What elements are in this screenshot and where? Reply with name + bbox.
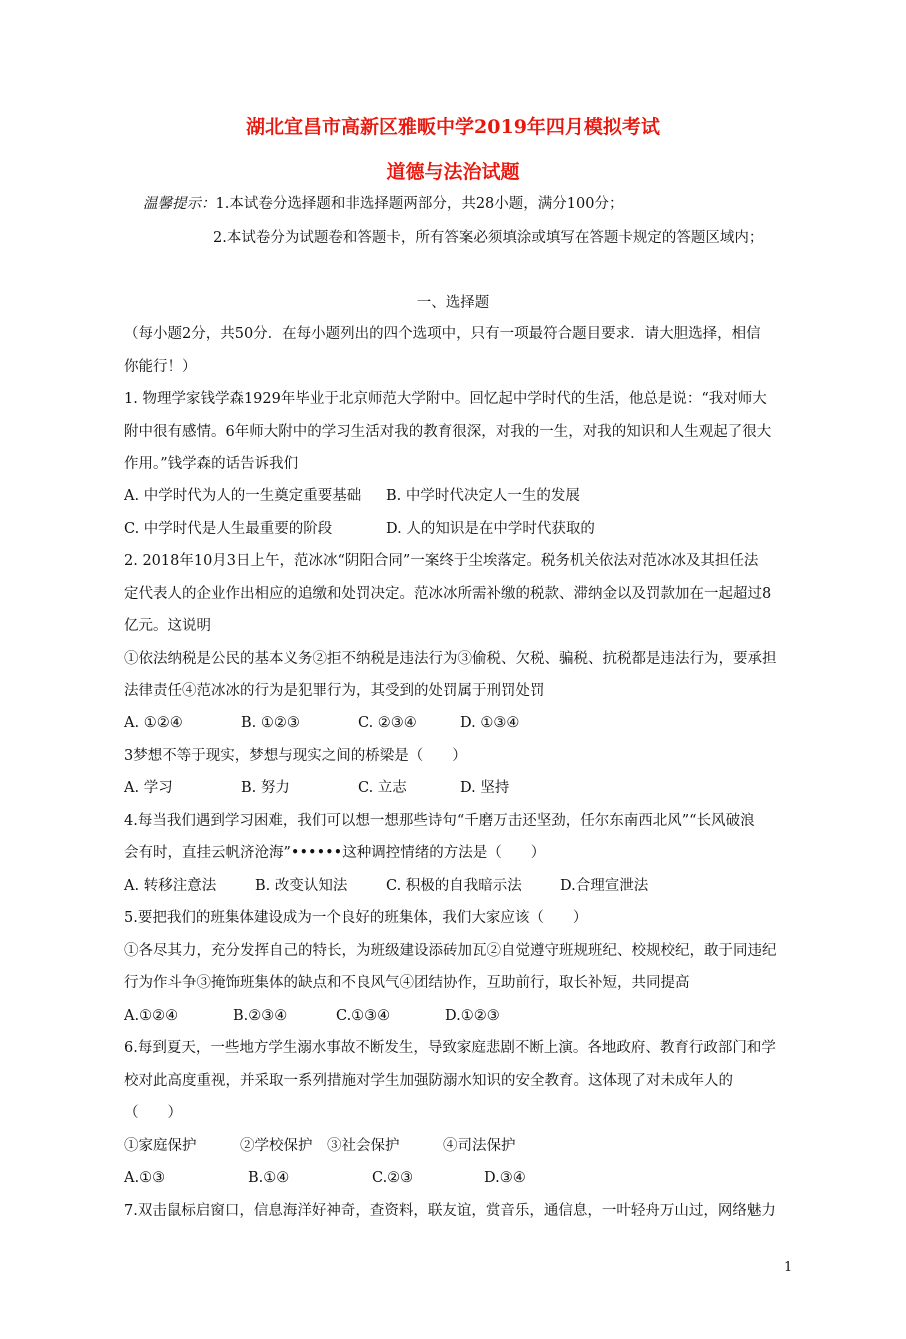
q6-line-4: ①家庭保护 ②学校保护 ③社会保护 ④司法保护 (124, 1138, 516, 1154)
q6-option-b: B.①④ (248, 1170, 290, 1186)
notice-text-1: 1.本试卷分选择题和非选择题两部分，共28小题，满分100分； (215, 196, 624, 212)
q1-option-a: A. 中学时代为人的一生奠定重要基础 (124, 488, 362, 504)
q3-options (124, 778, 509, 798)
q3-option-d: D. 坚持 (460, 780, 510, 796)
q1-options-row-2 (124, 519, 595, 539)
q1-line-2: 附中很有感情。6年师大附中的学习生活对我的教育很深，对我的一生，对我的知识和人生观起了很大 (124, 424, 772, 440)
notice-label: 温馨提示： (143, 196, 216, 212)
q6-line-2: 校对此高度重视，并采取一系列措施对学生加强防溺水知识的安全教育。这体现了对未成年人的 (124, 1073, 733, 1089)
q4-options (124, 876, 648, 896)
section-heading: 一、选择题 (416, 295, 490, 311)
q5-option-b: B.②③④ (233, 1008, 288, 1024)
q6-option-d: D.③④ (484, 1170, 526, 1186)
q1-options-row-1 (124, 486, 580, 506)
q4-option-a: A. 转移注意法 (124, 878, 217, 894)
q4-line-2: 会有时，直挂云帆济沧海”••••••这种调控情绪的方法是（ ） (124, 845, 546, 861)
exam-subtitle: 道德与法治试题 (386, 161, 520, 183)
q1-line-3: 作用。”钱学森的话告诉我们 (124, 456, 299, 472)
q5-line-2: ①各尽其力，充分发挥自己的特长，为班级建设添砖加瓦②自觉遵守班规班纪、校规校纪，敢于同违纪 (124, 943, 777, 959)
q6-line-1: 6.每到夏天，一些地方学生溺水事故不断发生，导致家庭悲剧不断上演。各地政府、教育行政部门和学 (124, 1040, 776, 1056)
notice-line-1 (143, 194, 623, 214)
q1-option-d: D. 人的知识是在中学时代获取的 (386, 521, 595, 537)
q2-line-5: 法律责任④范冰冰的行为是犯罪行为，其受到的处罚属于刑罚处罚 (124, 683, 545, 699)
q1-option-c: C. 中学时代是人生最重要的阶段 (124, 521, 333, 537)
q5-options (124, 1006, 500, 1026)
q5-line-3: 行为作斗争③掩饰班集体的缺点和不良风气④团结协作，互助前行，取长补短，共同提高 (124, 975, 690, 991)
q5-option-d: D.①②③ (445, 1008, 500, 1024)
q2-line-4: ①依法纳税是公民的基本义务②拒不纳税是违法行为③偷税、欠税、骗税、抗税都是违法行为，要承担 (124, 651, 777, 667)
q5-option-a: A.①②④ (124, 1008, 179, 1024)
q5-option-c: C.①③④ (336, 1008, 391, 1024)
q6-line-3: （ ） (124, 1105, 182, 1121)
q6-option-a: A.①③ (124, 1170, 166, 1186)
q3-option-c: C. 立志 (358, 780, 407, 796)
section-instruction-2: 你能行！） (124, 359, 197, 375)
q4-option-b: B. 改变认知法 (255, 878, 348, 894)
q4-option-d: D.合理宣泄法 (560, 878, 649, 894)
q2-line-1: 2. 2018年10月3日上午，范冰冰“阴阳合同”一案终于尘埃落定。税务机关依法对范冰冰及其担任法 (124, 553, 759, 569)
exam-title: 湖北宜昌市高新区雅畈中学2019年四月模拟考试 (246, 116, 660, 138)
q3-option-a: A. 学习 (124, 780, 173, 796)
q6-option-c: C.②③ (372, 1170, 414, 1186)
notice-line-2: 2.本试卷分为试题卷和答题卡，所有答案必须填涂或填写在答题卡规定的答题区域内； (213, 230, 764, 246)
q2-option-d: D. ①③④ (460, 715, 520, 731)
q1-option-b: B. 中学时代决定人一生的发展 (386, 488, 580, 504)
q1-line-1: 1. 物理学家钱学森1929年毕业于北京师范大学附中。回忆起中学时代的生活，他总是说：“我对师大 (124, 391, 767, 407)
q2-options (124, 713, 519, 733)
q4-line-1: 4.每当我们遇到学习困难，我们可以想一想那些诗句“千磨万击还坚劲，任尔东南西北风”“长风破浪 (124, 813, 755, 829)
q5-line-1: 5.要把我们的班集体建设成为一个良好的班集体，我们大家应该（ ） (124, 910, 588, 926)
section-instruction-1: （每小题2分，共50分．在每小题列出的四个选项中，只有一项最符合题目要求．请大胆选择，相信 (124, 326, 761, 342)
q7-line-1: 7.双击鼠标启窗口，信息海洋好神奇，查资料，联友谊，赏音乐，通信息，一叶轻舟万山过，网络魅力 (124, 1203, 776, 1219)
page-number: 1 (784, 1260, 793, 1275)
q4-option-c: C. 积极的自我暗示法 (386, 878, 522, 894)
q3-line-1: 3梦想不等于现实，梦想与现实之间的桥梁是（ ） (124, 748, 467, 764)
q2-option-c: C. ②③④ (358, 715, 417, 731)
q2-line-2: 定代表人的企业作出相应的追缴和处罚决定。范冰冰所需补缴的税款、滞纳金以及罚款加在一起超过8 (124, 586, 772, 602)
q6-options (124, 1168, 526, 1188)
q2-line-3: 亿元。这说明 (124, 618, 211, 634)
q2-option-b: B. ①②③ (241, 715, 300, 731)
q2-option-a: A. ①②④ (124, 715, 183, 731)
q3-option-b: B. 努力 (241, 780, 290, 796)
